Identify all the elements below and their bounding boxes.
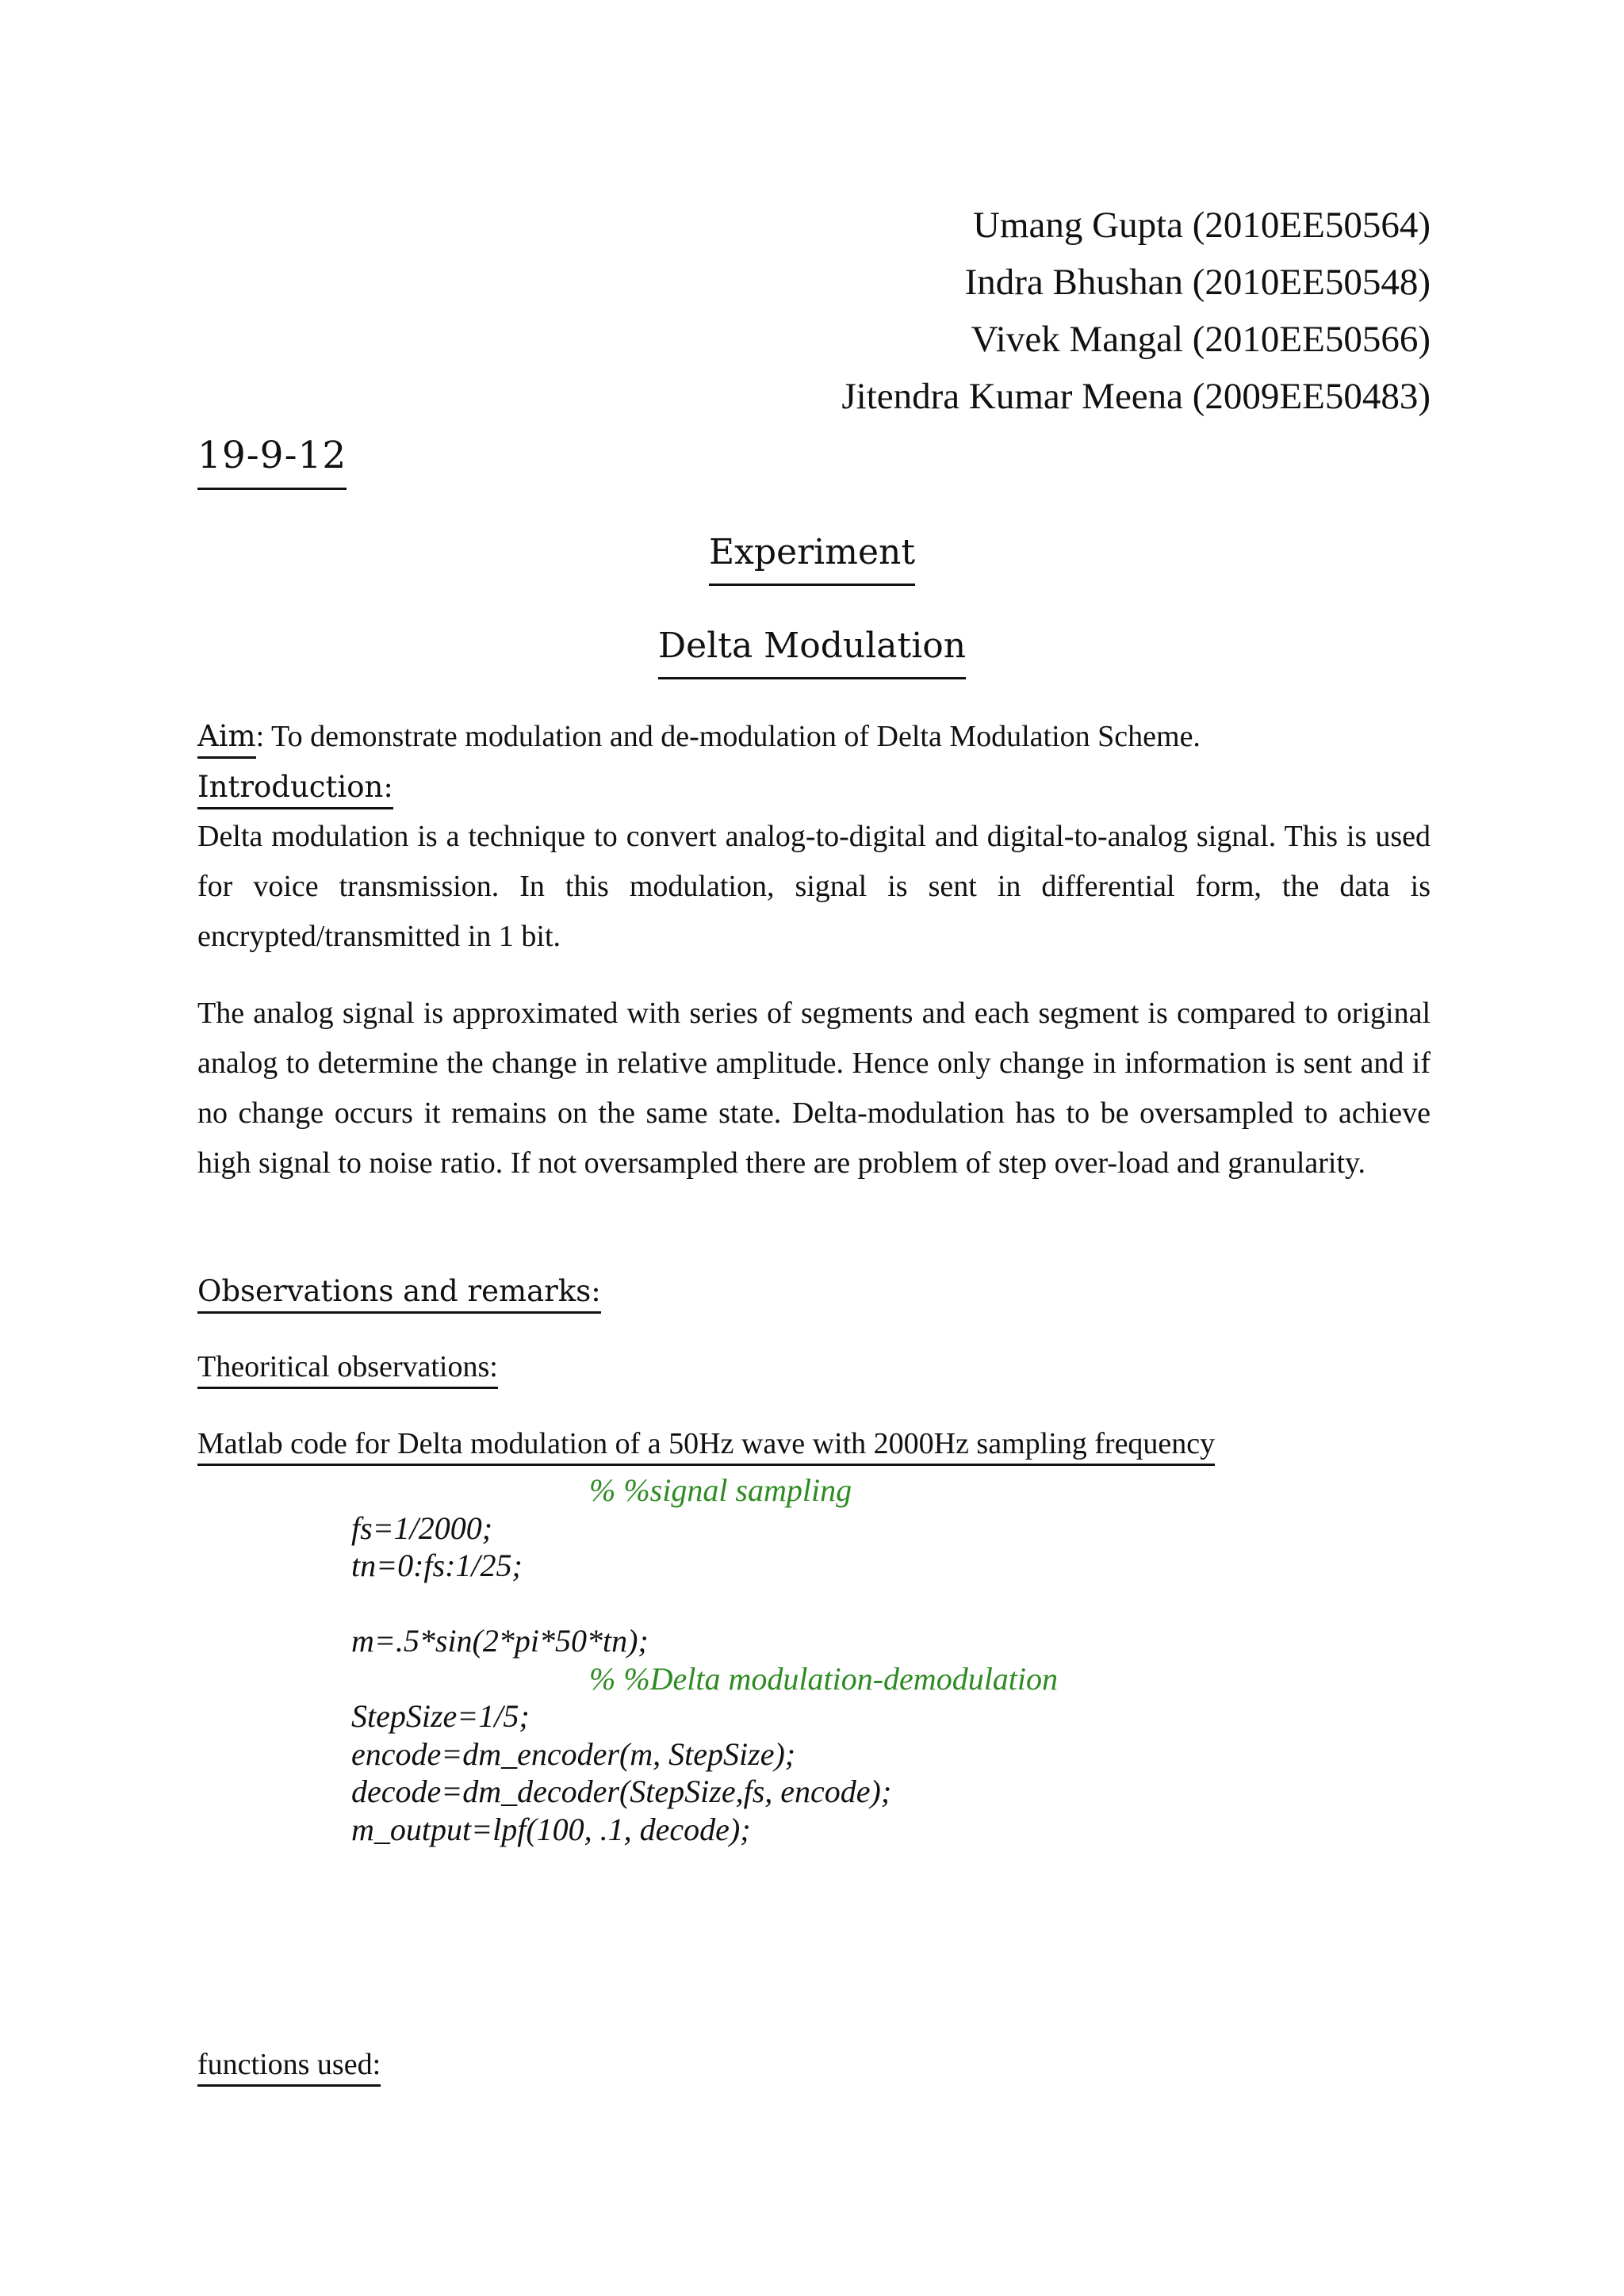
introduction-paragraph: Delta modulation is a technique to convert analog-to-digital and digital-to-analog signal. This is used for voice transmission. In this modulation, signal is sent in differential form, the data is encrypted/transmitted in 1 bit.: [197, 820, 1431, 953]
author-name: Umang Gupta (2010EE50564): [973, 205, 1431, 246]
code-line: m_output=lpf(100, .1, decode);: [351, 1811, 751, 1847]
matlab-caption: Matlab code for Delta modulation of a 50Hz wave with 2000Hz sampling frequency: [197, 1427, 1215, 1466]
introduction-heading-wrap: [197, 762, 1431, 813]
author-list: [841, 197, 1431, 425]
introduction-paragraph: The analog signal is approximated with series of segments and each segment is compared to original analog to determine the change in relative amplitude. Hence only change in information is sent and if no change occurs it remains on the same state. Delta-modulation has to be oversampled to achieve high signal to noise ratio. If not oversampled there are problem of step over-load and granularity.: [197, 997, 1431, 1180]
aim-label: Aim: [197, 719, 256, 759]
code-line: m=.5*sin(2*pi*50*tn);: [351, 1623, 649, 1659]
theoretical-observations-wrap: [197, 1342, 1431, 1392]
functions-used-label: functions used:: [197, 2048, 381, 2087]
page-subtitle: Delta Modulation: [658, 623, 966, 679]
introduction-separator: :: [383, 770, 393, 804]
introduction-heading-text: Introduction: [197, 770, 384, 804]
author-name: Jitendra Kumar Meena (2009EE50483): [841, 376, 1431, 417]
code-blank-line: [351, 1585, 1058, 1623]
author-name: Vivek Mangal (2010EE50566): [971, 319, 1431, 360]
theoretical-observations-label: Theoritical observations:: [197, 1350, 498, 1389]
matlab-caption-wrap: [197, 1419, 1431, 1469]
page-title-wrap: [0, 530, 1624, 586]
code-line: fs=1/2000;: [351, 1510, 493, 1546]
code-comment: % %signal sampling: [589, 1472, 852, 1508]
aim-section: [197, 711, 1431, 762]
aim-text: To demonstrate modulation and de-modulation of Delta Modulation Scheme.: [264, 720, 1201, 753]
aim-separator: :: [255, 720, 265, 753]
observations-heading: Observations and remarks:: [197, 1274, 601, 1314]
code-block: [351, 1471, 1058, 1848]
code-line: decode=dm_decoder(StepSize,fs, encode);: [351, 1774, 892, 1809]
author-name: Indra Bhushan (2010EE50548): [964, 262, 1431, 303]
code-line: tn=0:fs:1/25;: [351, 1548, 523, 1583]
introduction-heading: [197, 770, 393, 809]
document-date: 19-9-12: [197, 432, 347, 490]
functions-used-wrap: [197, 2040, 1431, 2090]
code-comment: % %Delta modulation-demodulation: [589, 1660, 1059, 1697]
code-line: StepSize=1/5;: [351, 1698, 530, 1734]
observations-heading-wrap: [197, 1266, 1431, 1317]
page-title: Experiment: [709, 530, 915, 586]
page-subtitle-wrap: [0, 623, 1624, 679]
code-line: encode=dm_encoder(m, StepSize);: [351, 1735, 796, 1772]
